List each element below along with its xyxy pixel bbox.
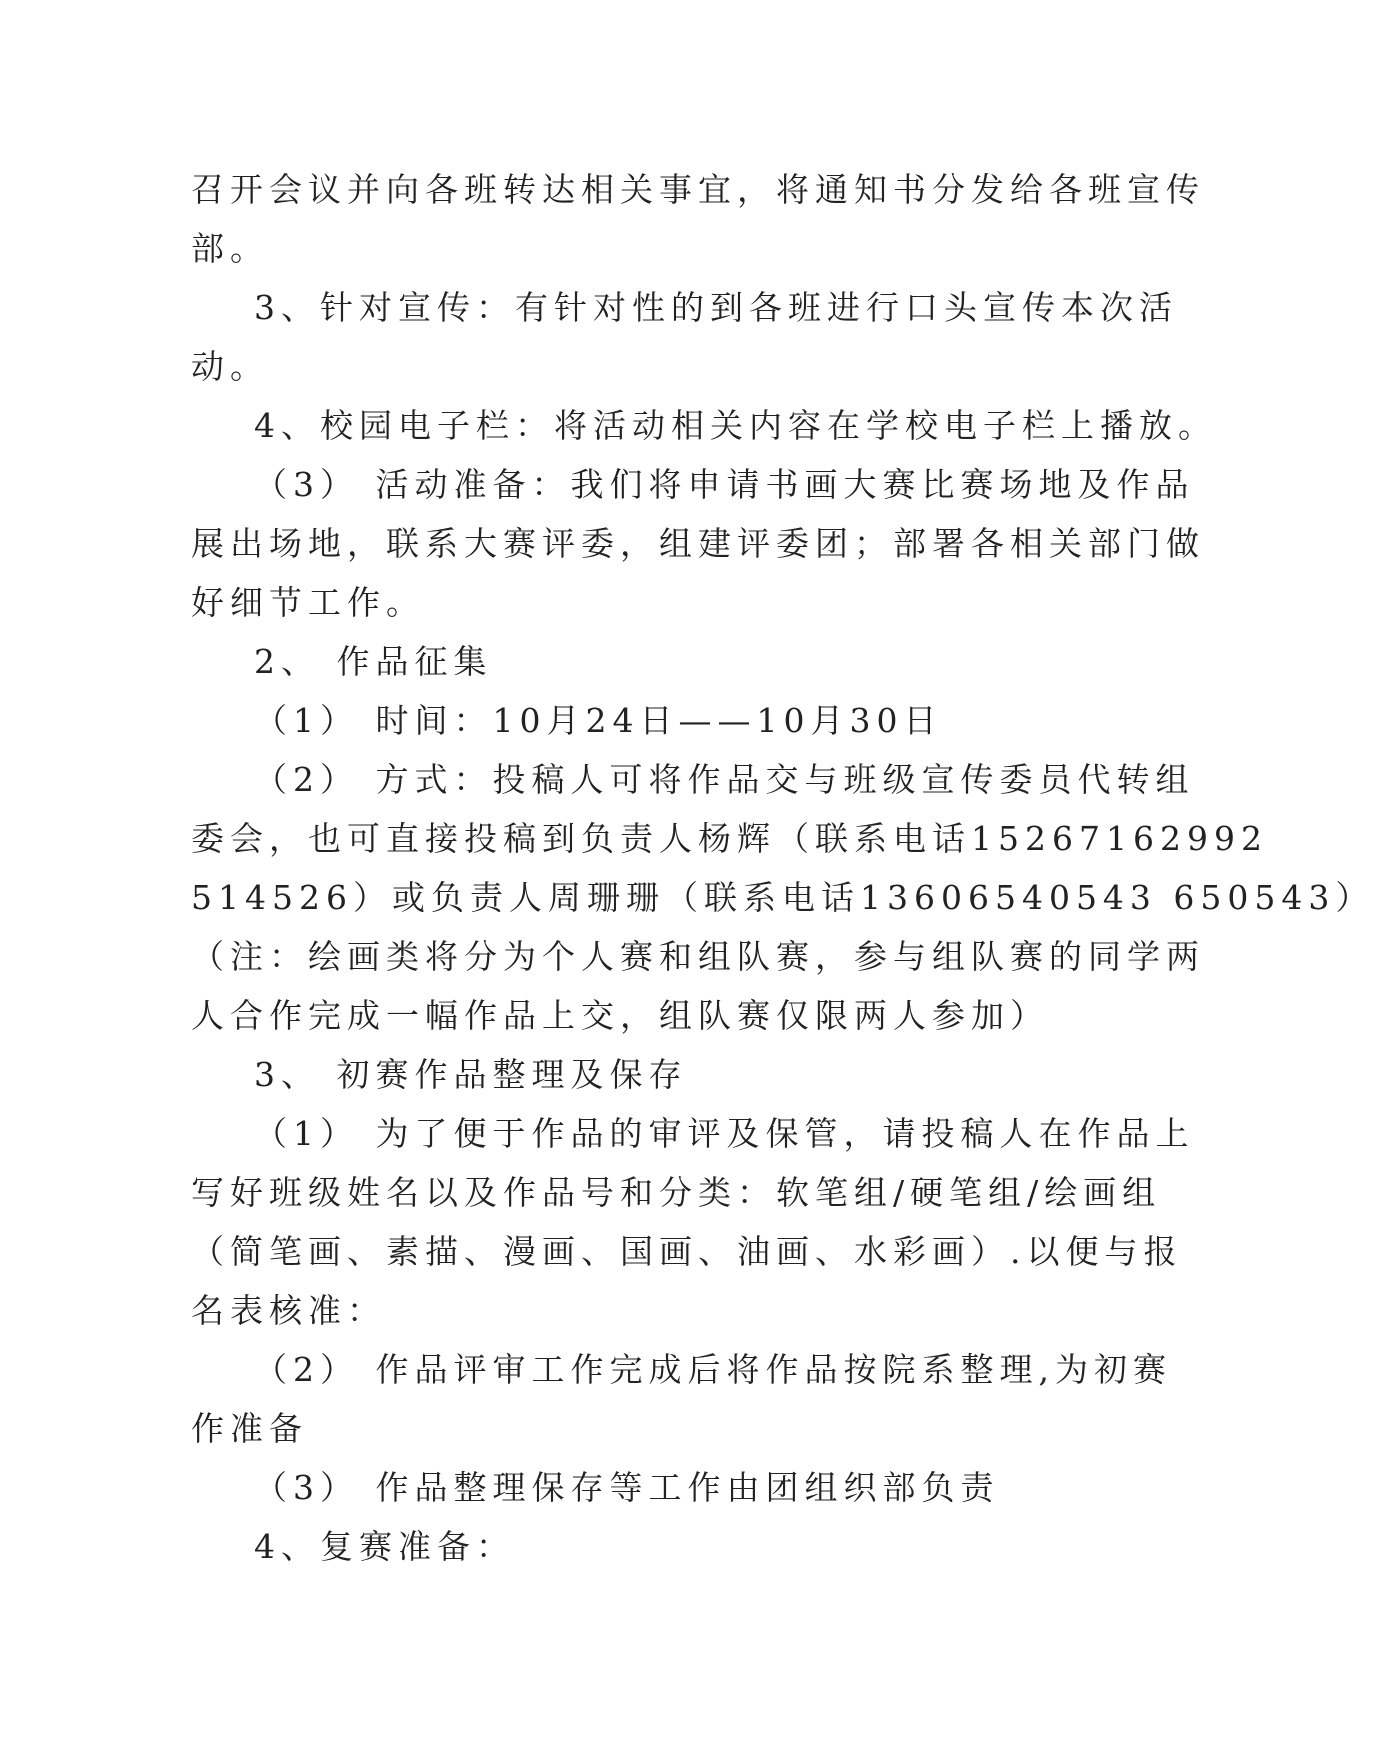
paragraph-line: 514526）或负责人周珊珊（联系电话13606540543 650543） xyxy=(191,878,1374,917)
document-body xyxy=(191,160,1374,1576)
paragraph-line: 委会，也可直接投稿到负责人杨辉（联系电话15267162992 xyxy=(191,819,1268,858)
paragraph-line: （3） 活动准备：我们将申请书画大赛比赛场地及作品 xyxy=(254,465,1195,504)
paragraph-line: 名表核准： xyxy=(191,1291,386,1330)
paragraph-line: （1） 为了便于作品的审评及保管，请投稿人在作品上 xyxy=(254,1114,1195,1153)
paragraph-line: （简笔画、素描、漫画、国画、油画、水彩画）.以便与报 xyxy=(191,1232,1183,1271)
paragraph-line: 2、 作品征集 xyxy=(254,642,493,681)
paragraph-line: 好细节工作。 xyxy=(191,583,425,622)
paragraph-line: 展出场地，联系大赛评委，组建评委团；部署各相关部门做 xyxy=(191,524,1205,563)
paragraph-line: （2） 作品评审工作完成后将作品按院系整理,为初赛 xyxy=(254,1350,1172,1389)
paragraph-line: 人合作完成一幅作品上交，组队赛仅限两人参加） xyxy=(191,996,1049,1035)
paragraph-line: 3、针对宣传：有针对性的到各班进行口头宣传本次活 xyxy=(254,288,1178,327)
paragraph-line: 召开会议并向各班转达相关事宜，将通知书分发给各班宣传 xyxy=(191,170,1205,209)
paragraph-line: 部。 xyxy=(191,229,269,268)
paragraph-line: 4、校园电子栏：将活动相关内容在学校电子栏上播放。 xyxy=(254,406,1217,445)
paragraph-line: （1） 时间：10月24日——10月30日 xyxy=(254,701,943,740)
paragraph-line: 作准备 xyxy=(191,1409,308,1448)
paragraph-line: 3、 初赛作品整理及保存 xyxy=(254,1055,688,1094)
paragraph-line: （3） 作品整理保存等工作由团组织部负责 xyxy=(254,1468,1000,1507)
paragraph-line: （2） 方式：投稿人可将作品交与班级宣传委员代转组 xyxy=(254,760,1195,799)
paragraph-line: 写好班级姓名以及作品号和分类：软笔组/硬笔组/绘画组 xyxy=(191,1173,1162,1212)
paragraph-line: 4、复赛准备： xyxy=(254,1527,515,1566)
paragraph-line: 动。 xyxy=(191,347,269,386)
paragraph-line: （注：绘画类将分为个人赛和组队赛，参与组队赛的同学两 xyxy=(191,937,1205,976)
